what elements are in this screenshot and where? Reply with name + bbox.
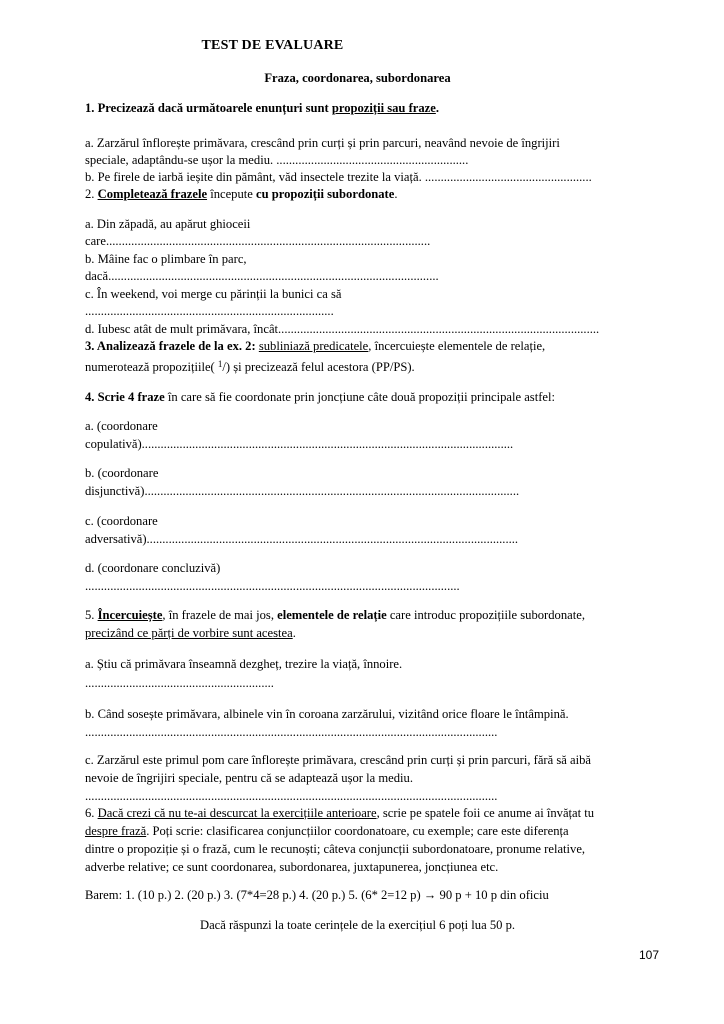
page-subtitle: Fraza, coordonarea, subordonarea xyxy=(264,71,451,85)
exercise-1-a-line1: a. Zarzărul înflorește primăvara, crescând prin curți și prin parcuri, neavând nevoie de îngrijiri xyxy=(85,136,560,150)
exercise-4-d-line2: ....................................................................................................................... xyxy=(85,579,460,593)
exercise-2-b-line2: dacă......................................................................................................... xyxy=(85,269,439,283)
exercise-3-line2: numerotează propozițiile( $^1$/) și precizează felul acestora (PP/PS). xyxy=(85,359,415,374)
exercise-4-a-line2: copulativă)...................................................................................................................... xyxy=(85,437,514,451)
page-title: TEST DE EVALUARE xyxy=(201,38,344,53)
bonus-note: Dacă răspunzi la toate cerințele de la exercițiul 6 poți lua 50 p. xyxy=(199,918,516,932)
exercise-3-heading: 3. Analizează frazele de la ex. 2: subliniază predicatele, încercuiește elementele de relație, xyxy=(85,339,546,353)
exercise-1-b-line: b. Pe firele de iarbă ieșite din pământ, văd insectele trezite la viață. ..................................................... xyxy=(85,170,592,184)
exercise-5-line2: precizând ce părți de vorbire sunt acestea. xyxy=(85,626,296,640)
exercise-5-a-line1: a. Știu că primăvara înseamnă dezgheț, trezire la viață, înnoire. xyxy=(85,657,403,671)
exercise-5-b-line1: b. Când sosește primăvara, albinele vin în coroana zarzărului, vizitând orice floare le întâmpină. xyxy=(85,707,569,721)
page-number: 107 xyxy=(639,948,660,962)
exercise-1-heading: 1. Precizează dacă următoarele enunțuri sunt propoziții sau fraze. xyxy=(85,101,439,115)
grading-scale: Barem: 1. (10 p.) 2. (20 p.) 3. (7*4=28 p.) 4. (20 p.) 5. (6* 2=12 p) → 90 p + 10 p din oficiu xyxy=(85,888,549,902)
exercise-5-b-line2: ................................................................................................................................... xyxy=(85,725,498,739)
exercise-5-a-line2: ............................................................ xyxy=(85,676,274,690)
exercise-5-c-line2: nevoie de îngrijiri speciale, pentru că se adaptează ușor la mediu. xyxy=(85,771,413,785)
exercise-6-line1: 6. Dacă crezi că nu te-ai descurcat la exercițiile anterioare, scrie pe spatele foii ce anume ai învățat tu xyxy=(85,806,595,820)
exercise-4-b-line2: disjunctivă)....................................................................................................................... xyxy=(85,484,520,498)
exercise-6-line3: dintre o propoziție și o frază, cum le recunoști; câteva conjuncții subordonatoare, pronume relative, xyxy=(85,842,586,856)
exercise-6-line4: adverbe relative; ce sunt coordonarea, subordonarea, juxtapunerea, joncțiunea etc. xyxy=(85,860,499,874)
exercise-4-d-line1: d. (coordonare concluzivă) xyxy=(85,561,221,575)
exercise-5-heading: 5. Încercuiește, în frazele de mai jos, elementele de relație care introduc propozițiile subordonate, xyxy=(85,608,585,622)
exercise-4-c-line2: adversativă)...................................................................................................................... xyxy=(85,532,519,546)
exercise-2-c-line1: c. În weekend, voi merge cu părinții la bunici ca să xyxy=(85,287,342,301)
exercise-2-heading: 2. Completează frazele începute cu propoziții subordonate. xyxy=(85,187,398,201)
exercise-4-a-line1: a. (coordonare xyxy=(85,419,158,433)
exercise-6-line2: despre frază. Poți scrie: clasificarea conjuncțiilor coordonatoare, cu exemple; care este diferența xyxy=(85,824,569,838)
exercise-4-c-line1: c. (coordonare xyxy=(85,514,158,528)
exercise-1-a-line2: speciale, adaptându-se ușor la mediu. ............................................................. xyxy=(85,153,469,167)
exercise-2-a-line1: a. Din zăpadă, au apărut ghioceii xyxy=(85,217,251,231)
exercise-2-a-line2: care....................................................................................................... xyxy=(85,234,431,248)
exercise-4-heading: 4. Scrie 4 fraze în care să fie coordonate prin joncțiune câte două propoziții principale astfel: xyxy=(85,390,555,404)
exercise-4-b-line1: b. (coordonare xyxy=(85,466,159,480)
exercise-5-c-line1: c. Zarzărul este primul pom care înflorește primăvara, crescând prin curți și prin parcuri, fără să aibă xyxy=(85,753,591,767)
exercise-2-d-line: d. Iubesc atât de mult primăvara, încât...................................................................................................... xyxy=(85,322,600,336)
exercise-2-b-line1: b. Mâine fac o plimbare în parc, xyxy=(85,252,247,266)
exercise-2-c-line2: ............................................................................... xyxy=(85,304,334,318)
exercise-5-c-line3: ................................................................................................................................... xyxy=(85,789,498,803)
